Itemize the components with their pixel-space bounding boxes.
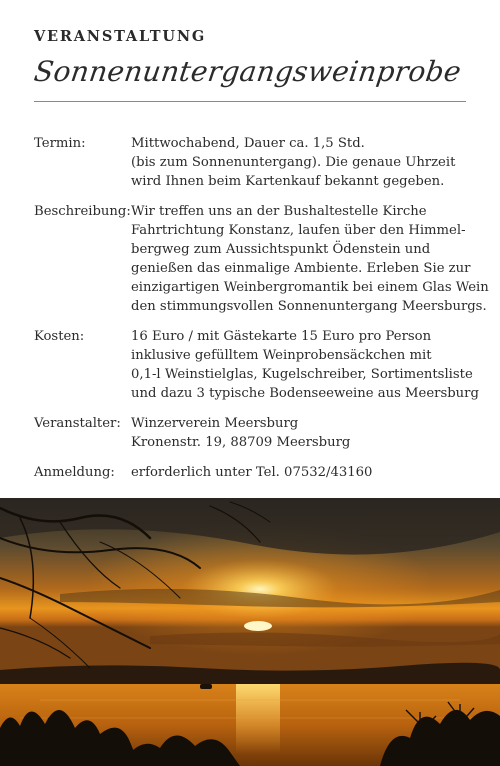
detail-label: Veranstalter: bbox=[34, 416, 121, 431]
detail-value bbox=[131, 463, 474, 482]
sunset-photo bbox=[0, 498, 500, 766]
detail-row-kosten bbox=[34, 327, 479, 403]
detail-value bbox=[131, 202, 489, 316]
event-details bbox=[34, 134, 489, 493]
sunset-image bbox=[0, 498, 500, 766]
detail-line: 0,1-l Weinstielglas, Kugelschreiber, Sortimentsliste bbox=[131, 367, 473, 382]
detail-line: genießen das einmalige Ambiente. Erleben Sie zur bbox=[131, 261, 471, 276]
detail-label: Anmeldung: bbox=[34, 465, 115, 480]
detail-row-termin bbox=[34, 134, 474, 191]
detail-value bbox=[131, 134, 474, 191]
detail-value bbox=[131, 414, 474, 452]
detail-label: Kosten: bbox=[34, 329, 85, 344]
detail-line: und dazu 3 typische Bodenseeweine aus Meersburg bbox=[131, 386, 479, 401]
detail-line: einzigartigen Weinbergromantik bei einem Glas Wein bbox=[131, 280, 489, 295]
title-divider bbox=[34, 101, 466, 102]
detail-line: Mittwochabend, Dauer ca. 1,5 Std. bbox=[131, 136, 365, 151]
detail-line: erforderlich unter Tel. 07532/43160 bbox=[131, 465, 373, 480]
detail-line: Winzerverein Meersburg bbox=[131, 416, 299, 431]
detail-row-beschreibung bbox=[34, 202, 489, 316]
detail-line: (bis zum Sonnenuntergang). Die genaue Uhrzeit bbox=[131, 155, 456, 170]
detail-line: inklusive gefülltem Weinprobensäckchen mit bbox=[131, 348, 432, 363]
section-kicker: VERANSTALTUNG bbox=[34, 28, 207, 45]
detail-value bbox=[131, 327, 479, 403]
detail-line: bergweg zum Aussichtspunkt Ödenstein und bbox=[131, 242, 431, 257]
page-title: Sonnenuntergangsweinprobe bbox=[32, 55, 464, 88]
detail-line: wird Ihnen beim Kartenkauf bekannt gegeben. bbox=[131, 174, 445, 189]
detail-line: Wir treffen uns an der Bushaltestelle Kirche bbox=[131, 204, 427, 219]
detail-line: den stimmungsvollen Sonnenuntergang Meersburgs. bbox=[131, 299, 487, 314]
detail-line: Fahrtrichtung Konstanz, laufen über den Himmel- bbox=[131, 223, 466, 238]
detail-row-anmeldung bbox=[34, 463, 474, 482]
detail-label: Beschreibung: bbox=[34, 204, 131, 219]
detail-line: 16 Euro / mit Gästekarte 15 Euro pro Person bbox=[131, 329, 432, 344]
detail-row-veranstalter bbox=[34, 414, 474, 452]
detail-line: Kronenstr. 19, 88709 Meersburg bbox=[131, 435, 351, 450]
detail-label: Termin: bbox=[34, 136, 86, 151]
